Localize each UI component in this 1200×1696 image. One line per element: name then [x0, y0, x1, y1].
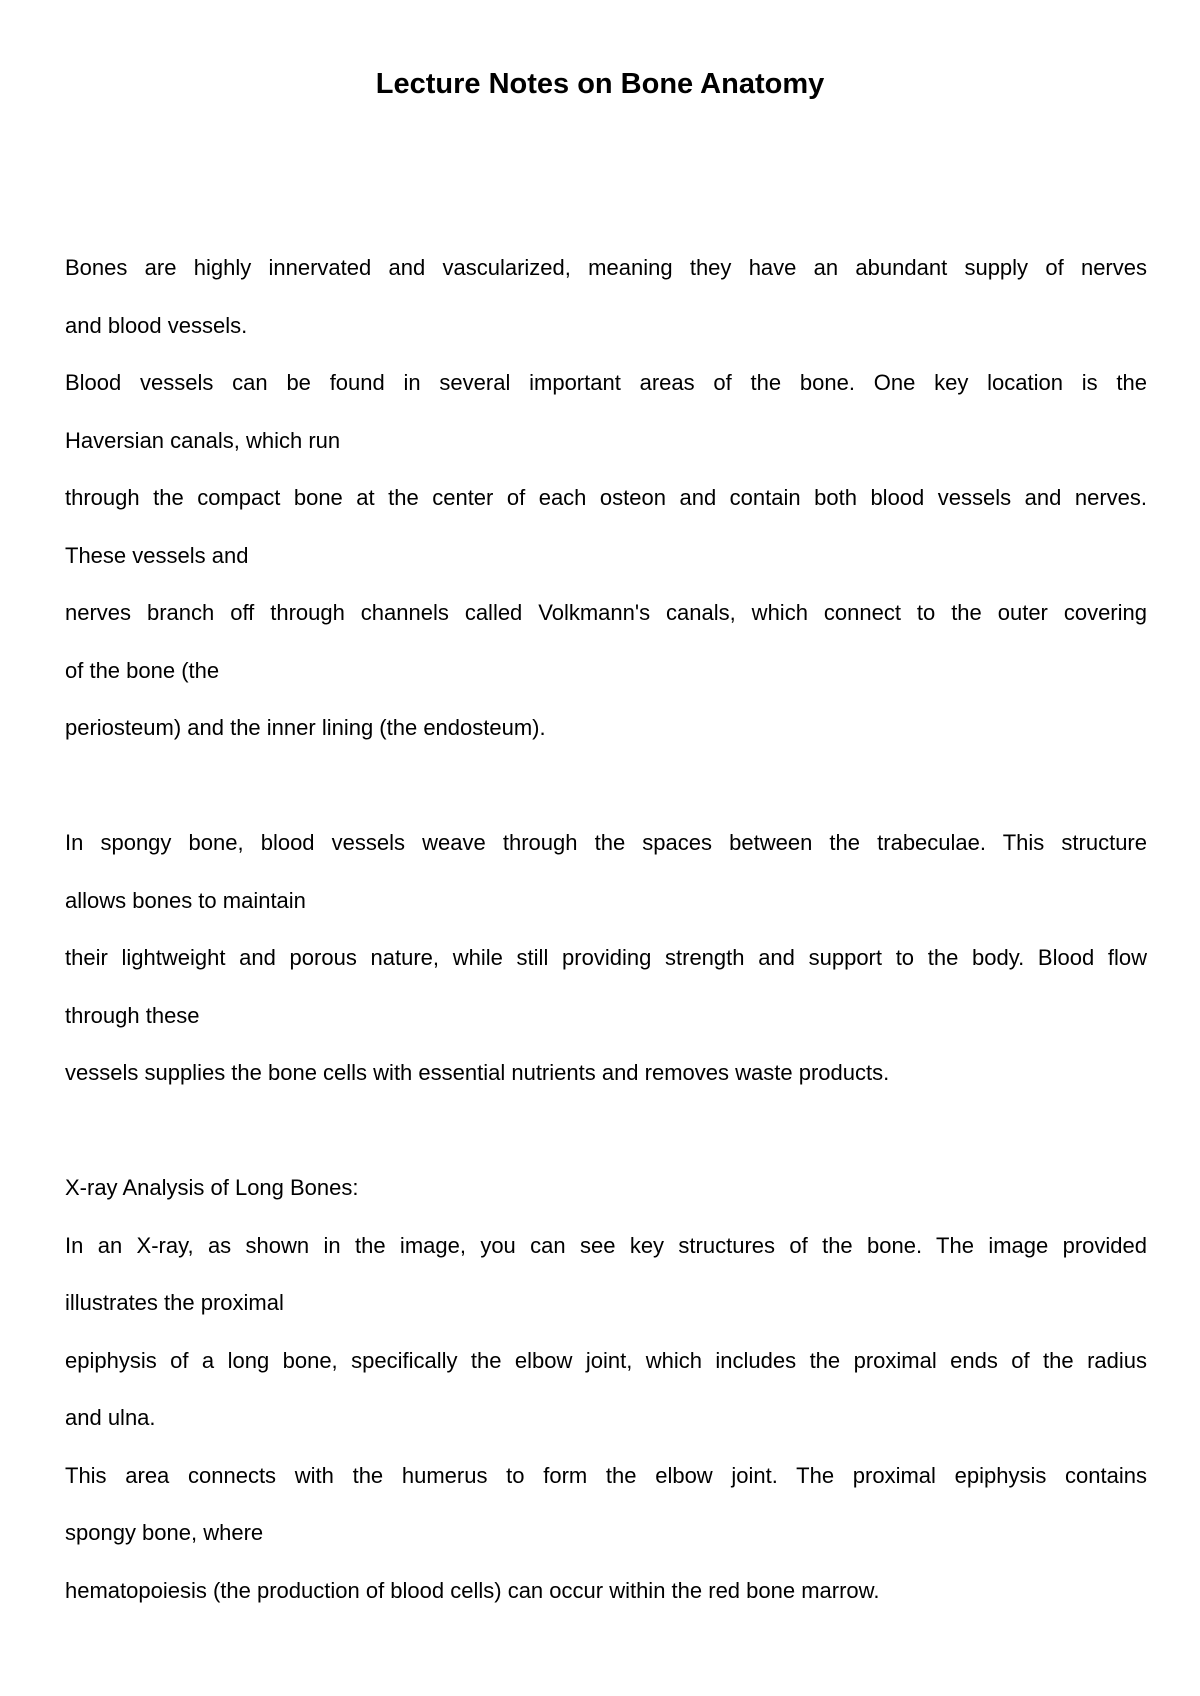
text-line: their lightweight and porous nature, while still providing strength and support to the body. Blood flow [65, 945, 1147, 970]
text-line: and blood vessels. [65, 312, 248, 338]
text-line: In an X-ray, as shown in the image, you can see key structures of the bone. The image provided [65, 1232, 1147, 1258]
text-line: epiphysis of a long bone, specifically the elbow joint, which includes the proximal ends of the radius [65, 1347, 1147, 1373]
text-line: and ulna. [65, 1405, 156, 1430]
paragraph-blood-supply [65, 239, 1147, 757]
text-line: vessels supplies the bone cells with essential nutrients and removes waste products. [65, 1060, 890, 1085]
text-line: of the bone (the [65, 657, 220, 683]
text-line: In spongy bone, blood vessels weave through the spaces between the trabeculae. This structure [65, 830, 1147, 855]
text-line: through these [65, 1002, 200, 1028]
text-line: illustrates the proximal [65, 1290, 284, 1315]
page-title: Lecture Notes on Bone Anatomy [375, 68, 825, 100]
text-line: hematopoiesis (the production of blood cells) can occur within the red bone marrow. [65, 1577, 880, 1603]
paragraph-gap [65, 757, 1147, 815]
text-line: periosteum) and the inner lining (the endosteum). [65, 715, 546, 740]
text-line: This area connects with the humerus to form the elbow joint. The proximal epiphysis contains [65, 1462, 1147, 1488]
paragraph-spongy-bone [65, 814, 1147, 1102]
text-line: spongy bone, where [65, 1520, 264, 1545]
text-line: Haversian canals, which run [65, 427, 341, 453]
paragraph-gap [65, 1102, 1147, 1160]
section-heading: X-ray Analysis of Long Bones: [65, 1175, 359, 1200]
paragraph-xray-analysis [65, 1159, 1147, 1619]
text-line: through the compact bone at the center of each osteon and contain both blood vessels and nerves. [65, 485, 1147, 510]
document-body [65, 239, 1147, 1619]
text-line: Bones are highly innervated and vascularized, meaning they have an abundant supply of nerves [65, 255, 1147, 280]
text-line: Blood vessels can be found in several important areas of the bone. One key location is the [65, 370, 1147, 395]
text-line: allows bones to maintain [65, 887, 306, 913]
text-line: nerves branch off through channels called Volkmann's canals, which connect to the outer covering [65, 600, 1147, 625]
text-line: These vessels and [65, 542, 249, 568]
